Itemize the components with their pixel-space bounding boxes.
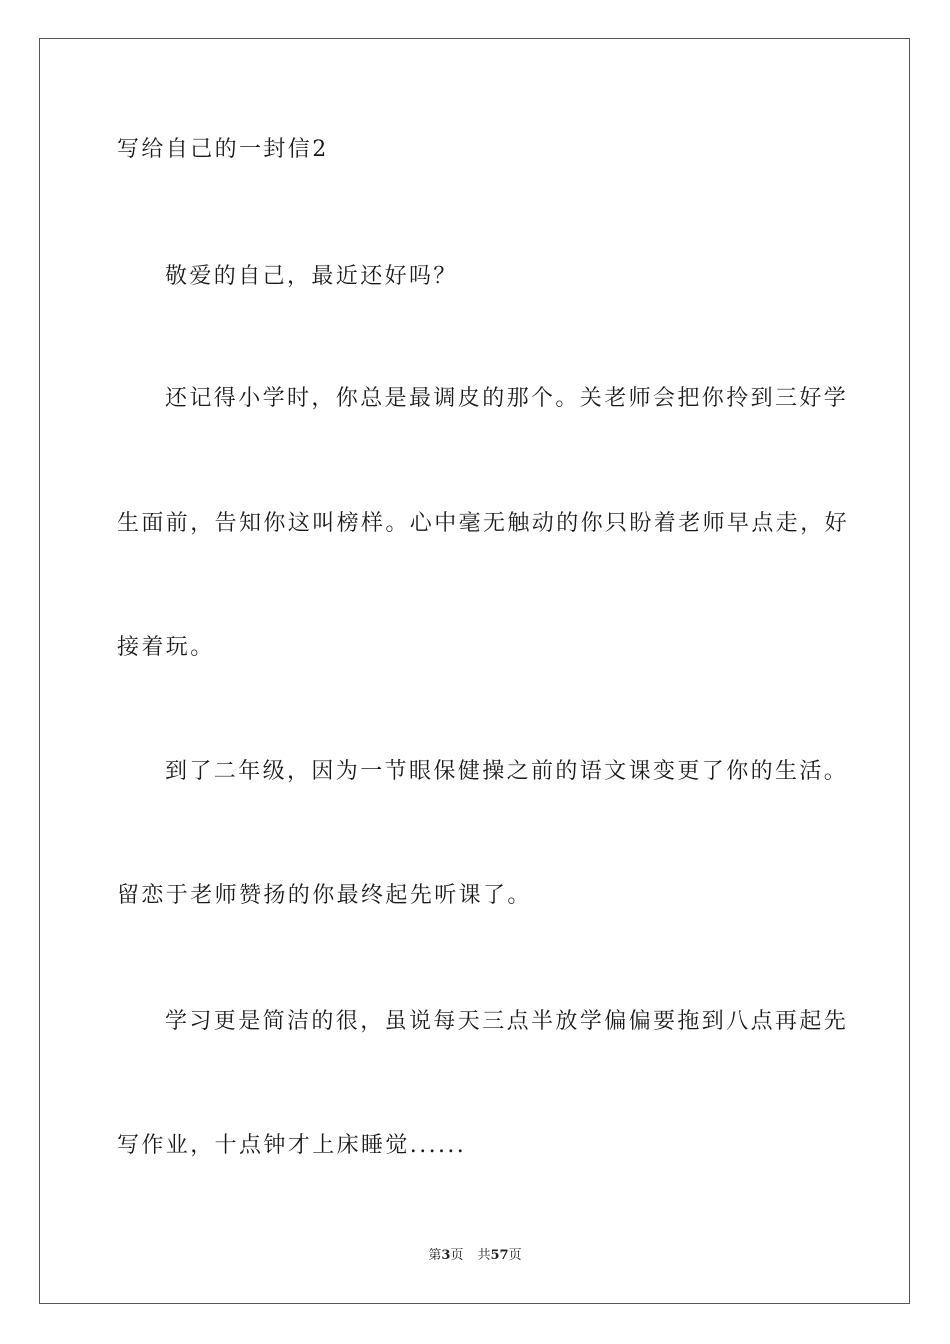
total-prefix: 共 xyxy=(477,1248,491,1263)
total-pages: 57 xyxy=(490,1248,509,1263)
paragraph-line: 生面前，告知你这叫榜样。心中毫无触动的你只盼着老师早点走，好 xyxy=(117,511,850,536)
paragraph-line: 写作业，十点钟才上床睡觉...... xyxy=(117,1133,467,1158)
paragraph-line: 接着玩。 xyxy=(117,635,215,660)
document-title: 写给自己的一封信2 xyxy=(117,137,329,162)
page-number: 3 xyxy=(441,1248,451,1263)
page-footer xyxy=(0,1247,950,1265)
paragraph-line: 学习更是简洁的很，虽说每天三点半放学偏偏要拖到八点再起先 xyxy=(165,1009,849,1034)
paragraph-line: 到了二年级，因为一节眼保健操之前的语文课变更了你的生活。 xyxy=(165,759,849,784)
paragraph-line: 敬爱的自己，最近还好吗？ xyxy=(165,264,458,289)
page-prefix: 第 xyxy=(428,1248,442,1263)
page-border xyxy=(39,38,910,1304)
paragraph-line: 留恋于老师赞扬的你最终起先听课了。 xyxy=(117,883,532,908)
page-suffix: 页 xyxy=(450,1248,464,1263)
paragraph-line: 还记得小学时，你总是最调皮的那个。关老师会把你拎到三好学 xyxy=(165,386,849,411)
total-suffix: 页 xyxy=(508,1248,522,1263)
